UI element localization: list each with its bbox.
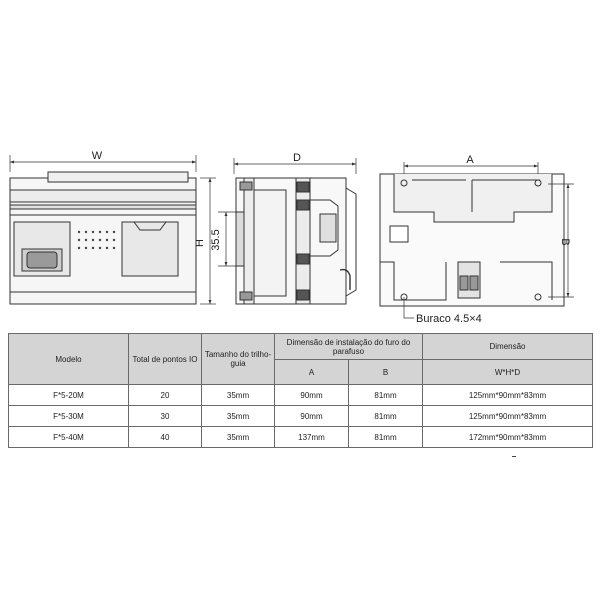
rail-width-label: 35.5 <box>210 229 222 251</box>
cell-model: F*5-40M <box>9 427 129 448</box>
header-col-b: B <box>349 360 423 385</box>
cell-b: 81mm <box>349 406 423 427</box>
mounting-view <box>380 162 574 318</box>
cell-a: 90mm <box>275 406 349 427</box>
cell-a: 90mm <box>275 385 349 406</box>
table-row <box>9 406 593 427</box>
header-model: Modelo <box>9 334 129 385</box>
depth-label: D <box>293 152 301 164</box>
header-whd: W*H*D <box>423 360 593 385</box>
front-view <box>10 155 216 304</box>
cell-rail: 35mm <box>202 427 275 448</box>
cell-rail: 35mm <box>202 406 275 427</box>
header-install-dims: Dimensão de instalação do furo do parafuso <box>275 334 423 360</box>
cell-io: 20 <box>129 385 202 406</box>
b-dimension-label: B <box>559 238 571 246</box>
header-col-a: A <box>275 360 349 385</box>
a-dimension-label: A <box>466 154 474 166</box>
cell-whd: 125mm*90mm*83mm <box>423 406 593 427</box>
mounting-hole-label: Buraco 4.5×4 <box>416 313 482 325</box>
spec-table <box>8 333 593 448</box>
cell-model: F*5-30M <box>9 406 129 427</box>
stray-mark <box>512 456 516 457</box>
cell-b: 81mm <box>349 385 423 406</box>
cell-rail: 35mm <box>202 385 275 406</box>
cell-a: 137mm <box>275 427 349 448</box>
width-label: W <box>91 150 103 162</box>
cell-io: 40 <box>129 427 202 448</box>
cell-whd: 172mm*90mm*83mm <box>423 427 593 448</box>
cell-model: F*5-20M <box>9 385 129 406</box>
table-row <box>9 427 593 448</box>
cell-io: 30 <box>129 406 202 427</box>
header-dimension: Dimensão <box>423 334 593 360</box>
cell-whd: 125mm*90mm*83mm <box>423 385 593 406</box>
header-total-io: Total de pontos IO <box>129 334 202 385</box>
side-view <box>218 158 356 304</box>
table-row <box>9 385 593 406</box>
header-rail-size: Tamanho do trilho-guia <box>202 334 275 385</box>
cell-b: 81mm <box>349 427 423 448</box>
height-label: H <box>194 239 206 247</box>
